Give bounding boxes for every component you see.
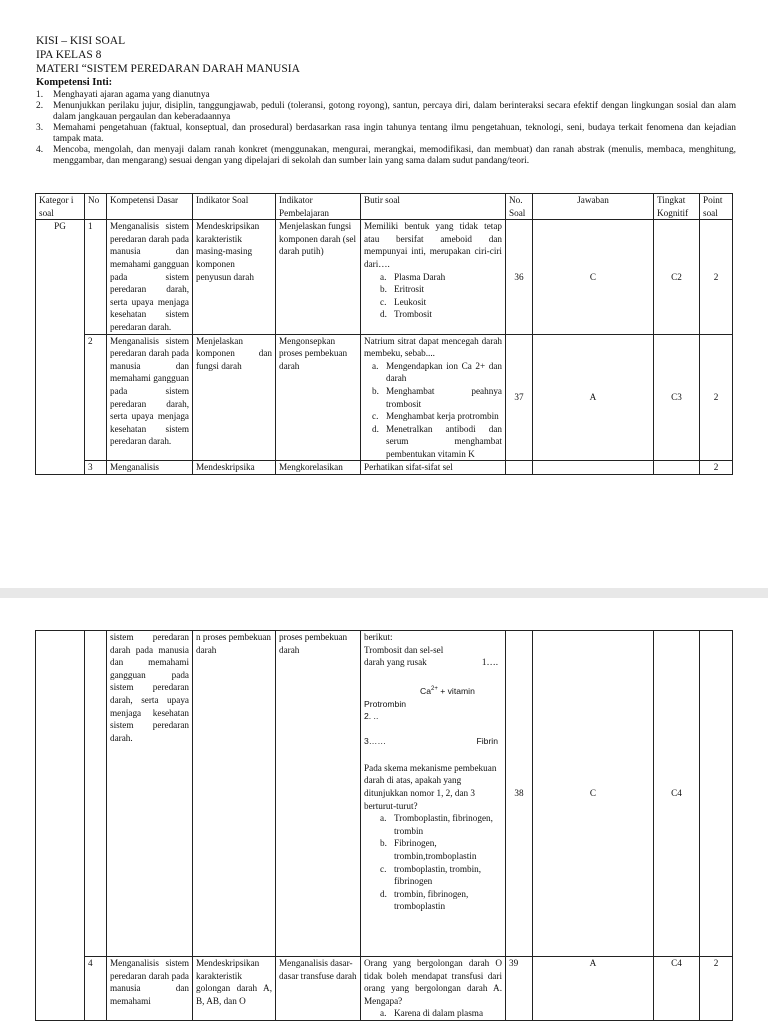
- question-cell: Perhatikan sifat-sifat sel: [361, 461, 506, 475]
- core-competence-item: 1. Menghayati ajaran agama yang dianutnya: [36, 90, 210, 100]
- core-competence-item: 3. Memahami pengetahuan (faktual, konseptual, dan prosedural) berdasarkan rasa ingin tahunya tentang ilmu pengetahuan, teknologi, seni, budaya terkait fenomena dan kejadian tampak mata.: [36, 123, 736, 144]
- question-number: [506, 461, 533, 475]
- cognitive-level: C2: [654, 220, 700, 334]
- header-butir-soal: Butir soal: [361, 194, 506, 220]
- cognitive-level: C4: [654, 631, 700, 957]
- indikator-pembelajaran-cell: Mengkorelasikan: [276, 461, 361, 475]
- question-grid-table: [35, 193, 733, 475]
- doc-title: KISI – KISI SOAL: [36, 35, 126, 47]
- row-number: 4: [85, 957, 107, 1021]
- answer-option: b. Fibrinogen, trombin,tromboplastin: [380, 838, 477, 861]
- question-text: Natrium sitrat dapat mencegah darah membeku, sebab....: [364, 335, 502, 359]
- answer-key: A: [533, 334, 654, 461]
- answer-key: [533, 461, 654, 475]
- question-grid-table-continued: [35, 630, 733, 1021]
- answer-option: c. tromboplastin, trombin, fibrinogen: [380, 863, 482, 887]
- diagram-label-1: 1….: [481, 657, 498, 668]
- indikator-pembelajaran-cell: proses pembekuan darah: [276, 631, 361, 957]
- document-header: [36, 34, 736, 167]
- answer-options: [364, 812, 502, 913]
- answer-option: d. trombin, fibrinogen, tromboplastin: [380, 888, 469, 912]
- question-number: 37: [506, 334, 533, 461]
- point-value: 2: [700, 957, 733, 1021]
- answer-key: A: [533, 957, 654, 1021]
- doc-material: MATERI “SISTEM PEREDARAN DARAH MANUSIA: [36, 63, 300, 75]
- cognitive-level: C3: [654, 334, 700, 461]
- indikator-soal-cell: Mendeskripsikan karakteristik masing-masing komponen penyusun darah: [193, 220, 276, 334]
- cognitive-level: C4: [654, 957, 700, 1021]
- indikator-pembelajaran-cell: Menganalisis dasar-dasar transfuse darah: [276, 957, 361, 1021]
- diagram-label-2: 2. ..: [364, 711, 379, 722]
- answer-option: c. Leukosit: [380, 296, 427, 307]
- answer-options: [364, 360, 502, 461]
- diagram-line: [364, 735, 502, 748]
- diagram-line: [364, 656, 502, 669]
- header-tingkat-kognitif: Tingkat Kognitif: [654, 194, 700, 220]
- kd-cell: Menganalisis: [107, 461, 193, 475]
- question-text: Orang yang bergolongan darah O tidak boleh mendapat transfusi dari orang yang bergolongan darah A. Mengapa?: [364, 958, 502, 1006]
- header-kompetensi-dasar: Kompetensi Dasar: [107, 194, 193, 220]
- doc-class: IPA KELAS 8: [36, 49, 102, 61]
- cognitive-level: [654, 461, 700, 475]
- category-cell: PG: [36, 220, 85, 475]
- diagram-text: darah yang rusak: [364, 657, 427, 668]
- question-text: Pada skema mekanisme pembekuan darah di atas, apakah yang ditunjukkan nomor 1, 2, dan 3 berturut-turut?: [364, 762, 497, 811]
- core-competence-item: 4. Mencoba, mengolah, dan menyaji dalam ranah konkret (menggunakan, mengurai, merangkai, memodifikasi, dan membuat) dan ranah abstrak (menulis, membaca, menghitung, menggambar, dan mengarang) sesuai dengan yang dipelajari di sekolah dan sumber lain yang sama dalam sudut pandang/teori.: [36, 145, 736, 166]
- header-kategori: Kategor i soal: [36, 194, 85, 220]
- table-row: [36, 957, 733, 1021]
- kd-cell: Menganalisis sistem peredaran darah pada manusia dan memahami gangguan pada sistem peredaran darah, serta upaya menjaga kesehatan sistem peredaran darah.: [107, 220, 193, 334]
- indikator-soal-cell: n proses pembekuan darah: [193, 631, 276, 957]
- answer-option: a. Plasma Darah: [380, 271, 446, 282]
- header-point-soal: Point soal: [700, 194, 733, 220]
- core-competence-title: Kompetensi Inti:: [36, 77, 113, 88]
- kd-cell: Menganalisis sistem peredaran darah pada manusia dan memahami: [107, 957, 193, 1021]
- header-indikator-pembelajaran: Indikator Pembelajaran: [276, 194, 361, 220]
- calcium-superscript: 2+: [431, 686, 438, 693]
- row-number: 3: [85, 461, 107, 475]
- question-cell: [361, 957, 506, 1021]
- answer-option: c. Menghambat kerja protrombin: [372, 411, 499, 422]
- row-number: [85, 631, 107, 957]
- core-competence-list: [36, 90, 736, 167]
- point-value: 2: [700, 334, 733, 461]
- row-number: 2: [85, 334, 107, 461]
- diagram-protrombin: Protrombin: [364, 698, 407, 709]
- point-value: 2: [700, 220, 733, 334]
- header-no: No: [85, 194, 107, 220]
- vitamin-label: + vitamin: [440, 686, 475, 697]
- header-jawaban: Jawaban: [533, 194, 654, 220]
- question-cell: [361, 334, 506, 461]
- question-number: 38: [506, 631, 533, 957]
- diagram-line: Trombosit dan sel-sel: [364, 644, 444, 655]
- indikator-soal-cell: Mendeskripsikan karakteristik golongan darah A, B, AB, dan O: [193, 957, 276, 1021]
- question-text: Memiliki bentuk yang tidak tetap atau bersifat ameboid dan mempunyai inti, merupakan ciri-ciri dari….: [364, 221, 502, 269]
- table-row: [36, 461, 733, 475]
- answer-key: C: [533, 631, 654, 957]
- question-cell: [361, 631, 506, 957]
- diagram-label-3: 3……: [364, 735, 386, 746]
- answer-options: [364, 1007, 502, 1020]
- answer-option: a. Tromboplastin, fibrinogen, trombin: [380, 813, 493, 836]
- answer-key: C: [533, 220, 654, 334]
- answer-option: d. Menetralkan antibodi dan serum menghambat pembentukan vitamin K: [372, 423, 502, 459]
- question-number: 36: [506, 220, 533, 334]
- answer-options: [364, 271, 502, 321]
- header-indikator-soal: Indikator Soal: [193, 194, 276, 220]
- question-cell: [361, 220, 506, 334]
- header-no-soal: No. Soal: [506, 194, 533, 220]
- indikator-pembelajaran-cell: Menjelaskan fungsi komponen darah (sel darah putih): [276, 220, 361, 334]
- answer-option: a. Mengendapkan ion Ca 2+ dan darah: [372, 360, 502, 384]
- point-value: [700, 631, 733, 957]
- diagram-line: [364, 683, 502, 697]
- kd-cell: Menganalisis sistem peredaran darah pada manusia dan memahami gangguan pada sistem peredaran darah, serta upaya menjaga kesehatan sistem peredaran darah.: [107, 334, 193, 461]
- calcium-label: Ca: [420, 686, 431, 697]
- table-row: [36, 631, 733, 957]
- kd-cell: sistem peredaran darah pada manusia dan memahami gangguan pada sistem peredaran darah, serta upaya menjaga kesehatan sistem peredaran darah.: [107, 631, 193, 957]
- diagram-clotting-scheme: [364, 644, 502, 748]
- point-value: 2: [700, 461, 733, 475]
- indikator-soal-cell: Mendeskripsika: [193, 461, 276, 475]
- indikator-soal-cell: Menjelaskan komponen dan fungsi darah: [193, 334, 276, 461]
- diagram-fibrin: Fibrin: [476, 735, 498, 746]
- question-number: 39: [506, 957, 533, 1021]
- table-row: [36, 220, 733, 334]
- answer-option: b. Eritrosit: [380, 284, 425, 295]
- category-cell: [36, 631, 85, 1021]
- row-number: 1: [85, 220, 107, 334]
- answer-option: a. Karena di dalam plasma: [380, 1008, 484, 1019]
- document-page-2: [0, 598, 768, 1024]
- table-header-row: [36, 194, 733, 220]
- question-text: berikut:: [364, 632, 393, 642]
- indikator-pembelajaran-cell: Mengonsepkan proses pembekuan darah: [276, 334, 361, 461]
- answer-option: d. Trombosit: [380, 309, 432, 320]
- answer-option: b. Menghambat peahnya trombosit: [372, 385, 502, 409]
- table-row: [36, 334, 733, 461]
- core-competence-item: 2. Menunjukkan perilaku jujur, disiplin, tanggungjawab, peduli (toleransi, gotong royong), santun, percaya diri, dalam berinteraksi secara efektif dengan lingkungan sosial dan alam dalam jangkauan pergaulan dan keberadaannya: [36, 101, 736, 122]
